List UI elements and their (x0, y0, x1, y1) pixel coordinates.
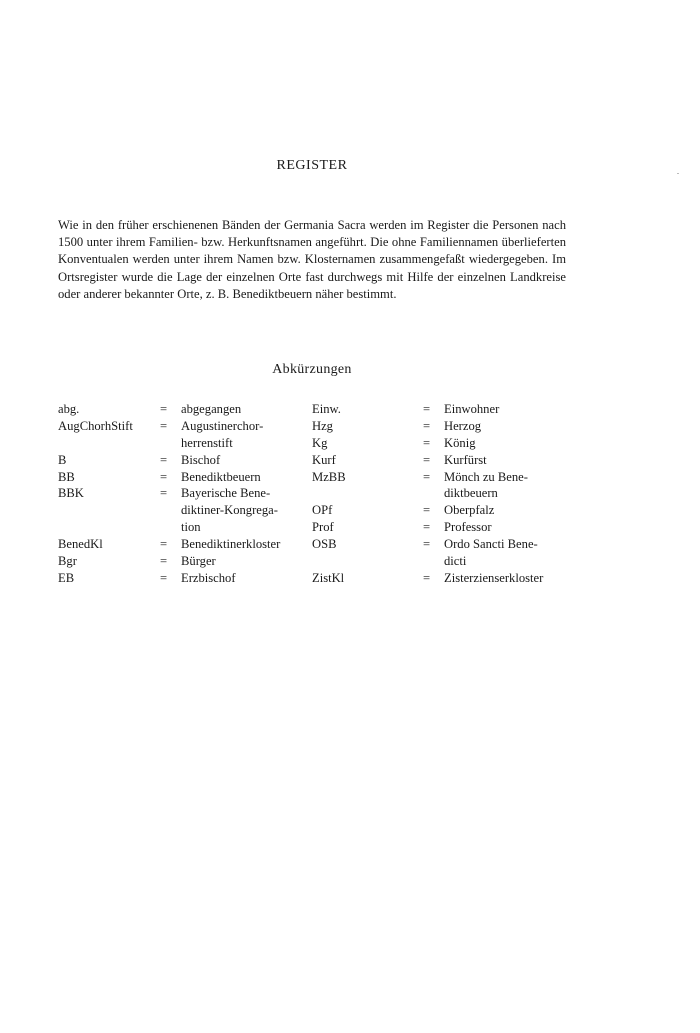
equals-sign: = (423, 452, 431, 467)
abbreviation-definition: Erzbischof (181, 570, 236, 585)
equals-sign: = (423, 402, 431, 416)
abbreviation-term: BenedKl (58, 537, 103, 552)
abbreviation-term: Kg (312, 435, 328, 450)
intro-paragraph (58, 217, 566, 303)
abbreviation-definition: herrenstift (181, 435, 233, 450)
abbreviation-definition: Herzog (444, 418, 482, 433)
abbreviation-definition: Benediktbeuern (181, 469, 261, 484)
equals-sign: = (423, 418, 431, 433)
abbreviation-definition: Oberpfalz (444, 503, 495, 518)
abbreviation-term: Bgr (58, 554, 77, 569)
abbreviation-definition: Bayerische Bene- (181, 486, 271, 501)
abbreviation-definition: Augustinerchor- (181, 418, 264, 433)
abbreviation-definition: tion (181, 520, 201, 535)
equals-sign: = (160, 554, 168, 569)
equals-sign: = (160, 469, 168, 484)
abbreviation-term: Kurf (312, 452, 336, 467)
abbreviation-term: ZistKl (312, 570, 345, 585)
equals-sign: = (423, 503, 431, 518)
abbreviation-term: Hzg (312, 418, 333, 433)
abbreviations-heading: Abkürzungen (272, 362, 352, 377)
equals-sign: = (423, 435, 431, 450)
abbreviation-term: B (58, 452, 67, 467)
abbreviation-definition: abgegangen (181, 402, 242, 416)
abbreviation-definition: Benediktinerkloster (181, 537, 281, 552)
equals-sign: = (160, 402, 168, 416)
abbreviation-definition: diktbeuern (444, 486, 498, 501)
abbreviation-definition: Zisterzienserkloster (444, 570, 544, 585)
abbreviation-term: OPf (312, 503, 333, 518)
abbreviation-term: BB (58, 469, 75, 484)
equals-sign: = (423, 537, 431, 552)
abbreviation-term: Prof (312, 520, 334, 535)
equals-sign: = (160, 452, 168, 467)
abbreviation-definition: König (444, 435, 476, 450)
abbreviation-definition: Mönch zu Bene- (444, 469, 528, 484)
page-title: REGISTER (276, 158, 348, 173)
abbreviation-term: abg. (58, 402, 80, 416)
equals-sign: = (160, 537, 168, 552)
equals-sign: = (423, 520, 431, 535)
abbreviation-definition: Professor (444, 520, 492, 535)
intro-text: Wie in den früher erschienenen Bänden der Germania Sacra werden im Register die Personen nach 1500 unter ihrem Familien- bzw. Herkunftsnamen angeführt. Die ohne Familiennamen überlieferten Konventualen werden unter ihrem Namen bzw. Klosternamen zusammengefaßt wiedergegeben. Im Ortsregister wurde die Lage der einzelnen Orte fast durchwegs mit Hilfe der einzelnen Landkreise oder anderer bekannter Orte, z. B. Benediktbeuern näher bestimmt. (58, 218, 566, 301)
equals-sign: = (160, 570, 168, 585)
abbreviation-term: EB (58, 570, 75, 585)
abbreviation-definition: Kurfürst (444, 452, 487, 467)
equals-sign: = (160, 418, 168, 433)
abbreviation-term: OSB (312, 537, 337, 552)
page-mark (677, 173, 679, 174)
abbreviation-definition: diktiner-Kongrega- (181, 503, 278, 518)
abbreviation-definition: Bürger (181, 554, 216, 569)
abbreviation-term: MzBB (312, 469, 346, 484)
equals-sign: = (160, 486, 168, 501)
abbreviation-definition: dicti (444, 554, 467, 569)
equals-sign: = (423, 570, 431, 585)
abbreviation-definition: Einwohner (444, 402, 500, 416)
abbreviation-term: BBK (58, 486, 84, 501)
abbreviation-term: AugChorhStift (58, 418, 133, 433)
abbreviation-definition: Ordo Sancti Bene- (444, 537, 538, 552)
abbreviation-term: Einw. (312, 402, 341, 416)
equals-sign: = (423, 469, 431, 484)
abbreviation-definition: Bischof (181, 452, 221, 467)
